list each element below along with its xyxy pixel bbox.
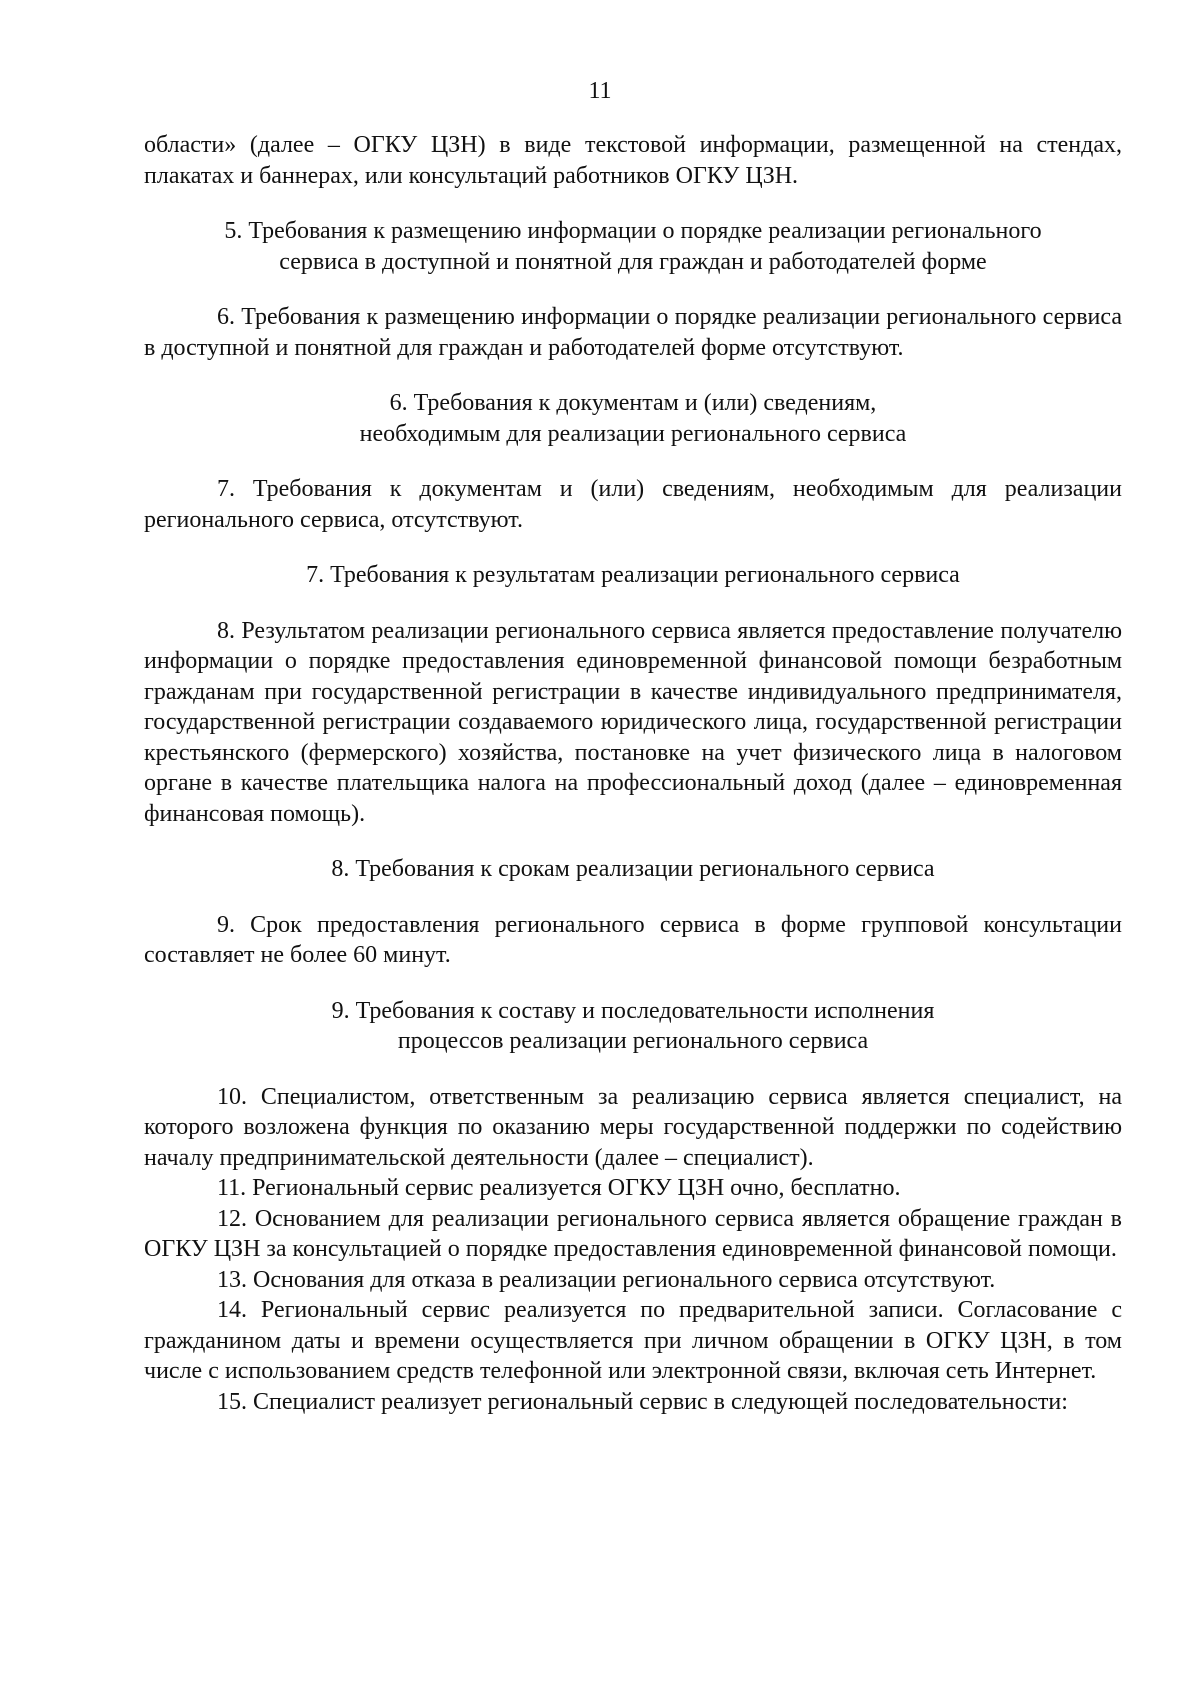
paragraph-7: 7. Требования к документам и (или) сведениям, необходимым для реализации регионального сервиса, отсутствуют. [144, 476, 1122, 533]
paragraph-15: 15. Специалист реализует региональный сервис в следующей последовательности: [217, 1388, 1068, 1415]
paragraph-10: 10. Специалистом, ответственным за реализацию сервиса является специалист, на которого возложена функция по оказанию меры государственной поддержки по содействию началу предпринимательской деятельности (далее – специалист). [144, 1083, 1122, 1171]
paragraph-continuation: области» (далее – ОГКУ ЦЗН) в виде текстовой информации, размещенной на стендах, плакатах и баннерах, или консультаций работников ОГКУ ЦЗН. [144, 132, 1122, 189]
section-heading-8-line-1: 8. Требования к срокам реализации регионального сервиса [331, 856, 935, 882]
section-heading-9-line-2: процессов реализации регионального сервиса [397, 1028, 869, 1054]
section-heading-7 [144, 560, 1122, 591]
section-heading-5 [144, 216, 1122, 277]
paragraph-8: 8. Результатом реализации регионального сервиса является предоставление получателю информации о порядке предоставления единовременной финансовой помощи безработным гражданам при государственной регистрации в качестве индивидуального предпринимателя, государственной регистрации создаваемого юридического лица, государственной регистрации крестьянского (фермерского) хозяйства, постановке на учет физического лица в налоговом органе в качестве плательщика налога на профессиональный доход (далее – единовременная финансовая помощь). [144, 617, 1122, 827]
page-number: 11 [588, 78, 612, 104]
section-heading-6-line-2: необходимым для реализации регионального сервиса [359, 420, 907, 447]
paragraph-14: 14. Региональный сервис реализуется по предварительной записи. Согласование с гражданином даты и времени осуществляется при личном обращении в ОГКУ ЦЗН, в том числе с использованием средств телефонной или электронной связи, включая сеть Интернет. [144, 1297, 1122, 1384]
section-heading-6 [144, 388, 1122, 449]
paragraph-6: 6. Требования к размещению информации о порядке реализации регионального сервиса в доступной и понятной для граждан и работодателей форме отсутствуют. [144, 304, 1122, 361]
section-heading-7-line-1: 7. Требования к результатам реализации регионального сервиса [306, 562, 960, 588]
paragraph-11: 11. Региональный сервис реализуется ОГКУ ЦЗН очно, бесплатно. [217, 1175, 901, 1201]
section-heading-5-line-1: 5. Требования к размещению информации о порядке реализации регионального [224, 218, 1042, 244]
section-heading-8 [144, 854, 1122, 885]
paragraph-13: 13. Основания для отказа в реализации регионального сервиса отсутствуют. [217, 1266, 996, 1293]
paragraph-12: 12. Основанием для реализации регионального сервиса является обращение граждан в ОГКУ ЦЗН за консультацией о порядке предоставления единовременной финансовой помощи. [144, 1205, 1122, 1262]
document-body [144, 130, 1122, 1417]
section-heading-5-line-2: сервиса в доступной и понятной для граждан и работодателей форме [279, 248, 987, 275]
section-heading-6-line-1: 6. Требования к документам и (или) сведениям, [389, 390, 877, 416]
section-heading-9-line-1: 9. Требования к составу и последовательности исполнения [331, 997, 935, 1024]
paragraph-9: 9. Срок предоставления регионального сервиса в форме групповой консультации составляет не более 60 минут. [144, 911, 1122, 968]
section-heading-9 [144, 996, 1122, 1057]
